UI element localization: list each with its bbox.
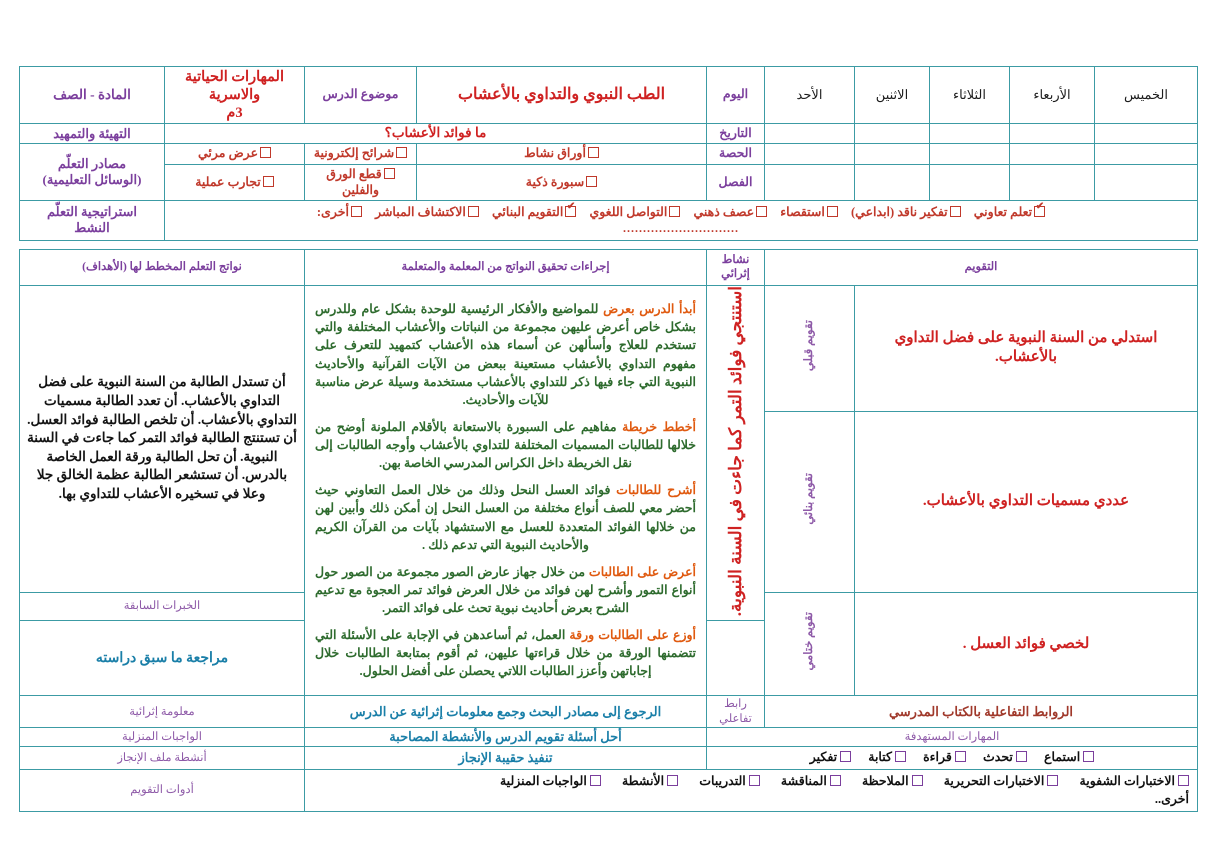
checkbox-icon[interactable] (468, 206, 479, 217)
assessment-tools-label: أدوات التقويم (20, 769, 305, 811)
period-cell-thursday[interactable] (1095, 144, 1198, 165)
resources-row-1 (20, 144, 1198, 165)
target-skills-label: المهارات المستهدفة (707, 728, 1198, 747)
assessment-tools-cell (305, 769, 1198, 811)
resources-row-2 (20, 164, 1198, 200)
resource-slides[interactable]: شرائح إلكترونية (305, 144, 417, 165)
subject-value (165, 67, 305, 124)
objective-0: أن تستدل الطالبة من السنة النبوية على فضل التداوي بالأعشاب. (38, 374, 286, 408)
date-cell-thursday[interactable] (1095, 124, 1198, 144)
assessment-item-0: استدلي من السنة النبوية على فضل التداوي بالأعشاب. (855, 285, 1198, 411)
checkbox-icon[interactable] (1178, 775, 1189, 786)
enrichment-cell (707, 285, 765, 621)
tool-discussion[interactable]: المناقشة (781, 774, 841, 788)
body-column-headers (20, 249, 1198, 285)
checkbox-icon[interactable] (827, 206, 838, 217)
checkbox-icon[interactable] (1083, 751, 1094, 762)
assessment-type-0: تقويم قبلي (765, 285, 855, 411)
checkbox-icon[interactable] (588, 147, 599, 158)
tool-written-tests[interactable]: الاختبارات التحريرية (944, 774, 1059, 788)
objectives-cell (20, 285, 305, 592)
enrichment-vertical-text: استنتجي فوائد التمر كما جاءت في السنة النبوية. (725, 285, 745, 616)
skill-writing[interactable]: كتابة (868, 750, 906, 764)
prior-experience-label: الخبرات السابقة (20, 592, 305, 621)
skill-reading[interactable]: قراءة (923, 750, 966, 764)
checkbox-icon[interactable] (669, 206, 680, 217)
strategy-language-communication[interactable]: التواصل اللغوي (589, 205, 680, 219)
period-label: الحصة (707, 144, 765, 165)
warmup-value: ما فوائد الأعشاب؟ (165, 124, 707, 144)
skills-cell (707, 747, 1198, 770)
footer-row-tools (20, 769, 1198, 811)
procedures-cell (305, 285, 707, 696)
checkbox-icon[interactable] (263, 176, 274, 187)
date-label: التاريخ (707, 124, 765, 144)
col-header-enrichment: نشاط إثرائي (707, 249, 765, 285)
objective-3: أن تستنتج الطالبة فوائد التمر كما جاءت في السنة النبوية. (27, 430, 297, 464)
interactive-link-value: الروابط التفاعلية بالكتاب المدرسي (765, 696, 1198, 728)
date-cell-sunday[interactable] (765, 124, 855, 144)
strategies-label: استراتيجية التعلّم النشط (20, 201, 165, 241)
resource-paper-activity[interactable]: أوراق نشاط (417, 144, 707, 165)
strategy-direct-discovery[interactable]: الاكتشاف المباشر (375, 205, 479, 219)
checkbox-checked-icon[interactable] (1034, 206, 1045, 217)
date-cell-wednesday[interactable] (1010, 124, 1095, 144)
class-label: الفصل (707, 164, 765, 200)
day-wednesday: الأربعاء (1010, 67, 1095, 124)
class-cell-wednesday[interactable] (1010, 164, 1095, 200)
portfolio-value: تنفيذ حقيبة الإنجاز (305, 747, 707, 770)
homework-label: الواجبات المنزلية (20, 728, 305, 747)
resource-paper-cork[interactable]: قطع الورق والفلين (305, 164, 417, 200)
class-cell-sunday[interactable] (765, 164, 855, 200)
procedure-paragraph-2: أشرح للطالبات فوائد العسل النحل وذلك من خلال العمل التعاوني حيث أحضر معي للصف أنواع مختلفة من العسل النحل إن أمكن ذلك وأبين لهن من خلالها الفوائد المتعددة للعسل مع الاستشهاد بآيات من القرآن الكريم والأحاديث النبوية التي تدعم ذلك . (315, 483, 696, 552)
checkbox-icon[interactable] (749, 775, 760, 786)
objective-2: أن تلخص الطالبة فوائد العسل. (27, 411, 195, 427)
procedure-paragraph-3: أعرض على الطالبات من خلال جهاز عارض الصور مجموعة من الصور حول أنواع التمور وأشرح لهن فوائد من خلال العرض فوائد تمر العجوة مع تدعيم الشرح بعرض أحاديث نبوية تحث على فوائد التمر. (315, 564, 697, 616)
period-cell-tuesday[interactable] (930, 144, 1010, 165)
class-cell-monday[interactable] (855, 164, 930, 200)
checkbox-icon[interactable] (396, 147, 407, 158)
checkbox-checked-icon[interactable] (565, 206, 576, 217)
enrichment-cell-filler (707, 621, 765, 696)
strategy-brainstorming[interactable]: عصف ذهني (693, 205, 767, 219)
day-sunday: الأحد (765, 67, 855, 124)
lesson-topic-value: الطب النبوي والتداوي بالأعشاب (417, 67, 707, 124)
class-cell-thursday[interactable] (1095, 164, 1198, 200)
resource-practical-experiments[interactable]: تجارب عملية (165, 164, 305, 200)
period-cell-wednesday[interactable] (1010, 144, 1095, 165)
strategy-other[interactable]: أخرى: (317, 205, 362, 219)
body-row-pre-assessment (20, 285, 1198, 411)
date-cell-monday[interactable] (855, 124, 930, 144)
day-monday: الاثنين (855, 67, 930, 124)
skill-listening[interactable]: استماع (1044, 750, 1094, 764)
assessment-item-1: عددي مسميات التداوي بالأعشاب. (855, 411, 1198, 592)
checkbox-icon[interactable] (384, 168, 395, 179)
date-cell-tuesday[interactable] (930, 124, 1010, 144)
day-thursday: الخميس (1095, 67, 1198, 124)
col-header-objectives: نواتج التعلم المخطط لها (الأهداف) (20, 249, 305, 285)
tools-other: أخرى.. (1154, 791, 1189, 806)
checkbox-icon[interactable] (590, 775, 601, 786)
warmup-label: التهيئة والتمهيد (20, 124, 165, 144)
spacer-row (20, 240, 1198, 249)
strategy-inquiry[interactable]: استقصاء (780, 205, 838, 219)
footer-row-enrich-info (20, 696, 1198, 728)
tool-activities[interactable]: الأنشطة (622, 774, 678, 788)
checkbox-icon[interactable] (1016, 751, 1027, 762)
enrich-info-value: الرجوع إلى مصادر البحث وجمع معلومات إثرائية عن الدرس (305, 696, 707, 728)
strategies-row (20, 201, 1198, 241)
strategy-critical-thinking[interactable]: تفكير ناقد (ابداعي) (851, 205, 961, 219)
col-header-procedures: إجراءات تحقيق النواتج من المعلمة والمتعلمة (305, 249, 707, 285)
class-cell-tuesday[interactable] (930, 164, 1010, 200)
prior-experience-value: مراجعة ما سبق دراسته (20, 621, 305, 696)
resources-label: مصادر التعلّم (الوسائل التعليمية) (20, 144, 165, 201)
strategies-dots: ............................. (623, 220, 739, 235)
procedure-paragraph-1: أخطط خريطة مفاهيم على السبورة بالاستعانة بالأقلام الملونة أوضح من خلالها للطالبات المسميات المختلفة للتداوي بالأعشاب وأوجه الطالبات إلى نقل الخريطة داخل الكراس المدرسي الخاصة بهن. (315, 419, 696, 471)
portfolio-label: أنشطة ملف الإنجاز (20, 747, 305, 770)
tool-homework[interactable]: الواجبات المنزلية (500, 774, 601, 788)
resource-smartboard[interactable]: سبورة ذكية (417, 164, 707, 200)
assessment-item-2: لخصي فوائد العسل . (855, 592, 1198, 696)
strategy-cooperative[interactable]: ✔تعلم تعاوني (974, 205, 1045, 219)
tool-observation[interactable]: الملاحظة (862, 774, 923, 788)
checkbox-icon[interactable] (912, 775, 923, 786)
tool-oral-tests[interactable]: الاختبارات الشفوية (1080, 774, 1189, 788)
skill-speaking[interactable]: تحدث (983, 750, 1027, 764)
checkbox-icon[interactable] (351, 206, 362, 217)
homework-value: أحل أسئلة تقويم الدرس والأنشطة المصاحبة (305, 728, 707, 747)
header-row (20, 67, 1198, 124)
procedure-paragraph-0: أبدأ الدرس بعرض للمواضيع والأفكار الرئيسية للوحدة بشكل عام وللدرس بشكل خاص أعرض عليهن مجموعة من النباتات والأعشاب المختلفة والتي تستخدم للعلاج وأسألهن عن أسماء هذه الأعشاب كتمهيد للتعرف على مفهوم التداوي بالأعشاب مستعينة ببعض من الآيات القرآنية والأحاديث النبوية التي جاء فيها ذكر للتداوي بالأعشاب مستخدمة وسيلة عرض مناسبة للآيات والأحاديث. (315, 302, 696, 407)
resource-visual-presentation[interactable]: عرض مرئي (165, 144, 305, 165)
checkbox-icon[interactable] (955, 751, 966, 762)
objective-1: أن تعدد الطالبة مسميات التداوي بالأعشاب. (43, 392, 297, 427)
assessment-type-1: تقويم بنائي (765, 411, 855, 592)
procedure-paragraph-4: أوزع على الطالبات ورقة العمل، ثم أساعدهن في الإجابة على الأسئلة التي تتضمنها الورقة من خلال قراءتها عليهن، ثم أقوم بمتابعة الطالبات خلال إجاباتهن وأعزز الطالبات اللاتي يحصلن على أفضل الحلول. (315, 628, 696, 679)
subject-name: المهارات الحياتية والاسرية (184, 69, 285, 104)
period-cell-monday[interactable] (855, 144, 930, 165)
day-label: اليوم (707, 67, 765, 124)
checkbox-icon[interactable] (830, 775, 841, 786)
checkbox-icon[interactable] (840, 751, 851, 762)
interactive-link-label: رابط تفاعلي (707, 696, 765, 728)
col-header-assessment: التقويم (765, 249, 1198, 285)
strategies-cell (165, 201, 1198, 241)
period-cell-sunday[interactable] (765, 144, 855, 165)
checkbox-icon[interactable] (586, 176, 597, 187)
checkbox-icon[interactable] (667, 775, 678, 786)
checkbox-icon[interactable] (756, 206, 767, 217)
warmup-row (20, 124, 1198, 144)
footer-row-portfolio (20, 747, 1198, 770)
strategy-formative-assessment[interactable]: ✔التقويم البنائي (492, 205, 576, 219)
lesson-topic-label: موضوع الدرس (305, 67, 417, 124)
objective-4: أن تحل الطالبة ورقة العمل الخاصة بالدرس. (46, 448, 288, 483)
subject-label: المادة - الصف (20, 67, 165, 124)
skill-thinking[interactable]: تفكير (810, 750, 851, 764)
checkbox-icon[interactable] (895, 751, 906, 762)
tool-exercises[interactable]: التدريبات (699, 774, 759, 788)
footer-row-homework (20, 728, 1198, 747)
checkbox-icon[interactable] (950, 206, 961, 217)
objective-5: أن تستشعر الطالبة عظمة الخالق جلا وعلا في تسخيره الأعشاب للتداوي بها. (36, 467, 266, 502)
lesson-plan-table (19, 66, 1198, 812)
day-tuesday: الثلاثاء (930, 67, 1010, 124)
grade-value: 3م (226, 105, 243, 122)
checkbox-icon[interactable] (260, 147, 271, 158)
enrich-info-label: معلومة إثرائية (20, 696, 305, 728)
checkbox-icon[interactable] (1047, 775, 1058, 786)
assessment-type-2: تقويم ختامي (765, 592, 855, 696)
